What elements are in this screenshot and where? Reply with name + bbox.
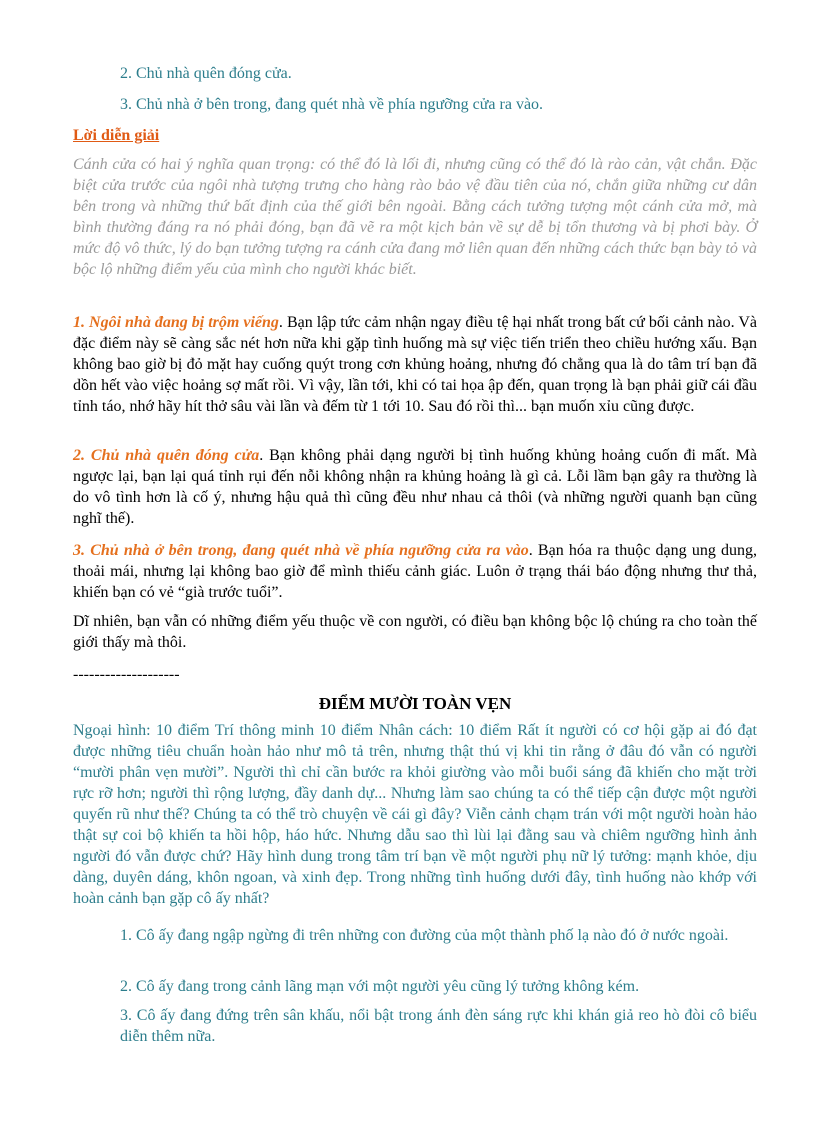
- section-heading: Lời diễn giải: [73, 127, 160, 144]
- list-item: 2. Chủ nhà quên đóng cửa.: [120, 65, 292, 82]
- option-item: 3. Cô ấy đang đứng trên sân khấu, nổi bật trong ánh đèn sáng rực khi khán giả reo hò đòi cô biểu diễn thêm nữa.: [120, 1007, 757, 1045]
- option-item: 1. Cô ấy đang ngập ngừng đi trên những con đường của một thành phố lạ nào đó ở nước ngoài.: [120, 927, 729, 944]
- section-title: ĐIỂM MƯỜI TOÀN VẸN: [318, 694, 512, 713]
- option-item: 2. Cô ấy đang trong cảnh lãng mạn với một người yêu cũng lý tưởng không kém.: [120, 978, 640, 995]
- answer-title: 1. Ngôi nhà đang bị trộm viếng: [73, 314, 279, 331]
- conclusion-paragraph: Dĩ nhiên, bạn vẫn có những điểm yếu thuộc về con người, có điều bạn không bộc lộ chúng ra cho toàn thế giới thấy mà thôi.: [73, 613, 757, 651]
- answer-title: 2. Chủ nhà quên đóng cửa: [73, 447, 260, 464]
- answer-text: . Bạn hóa ra thuộc dạng ung dung, thoải mái, nhưng lại không bao giờ để mình thiếu cảnh giác. Luôn ở trạng thái báo động nhưng thư thả, khiến bạn có vẻ “già trước tuổi”.: [73, 542, 758, 601]
- answer-paragraph: [73, 445, 757, 529]
- separator: --------------------: [73, 666, 180, 683]
- answer-paragraph: [73, 540, 757, 603]
- body-paragraph: Ngoại hình: 10 điểm Trí thông minh 10 điểm Nhân cách: 10 điểm Rất ít người có cơ hội gặp ai đó đạt được những tiêu chuẩn hoàn hảo như mô tả trên, nhưng thật thú vị khi tin rằng ở đâu đó vẫn có người “mười phân vẹn mười”. Người thì chỉ cần bước ra khỏi giường vào mỗi buổi sáng đã khiến cho mặt trời rực rỡ hơn; người thì rộng lượng, đầy danh dự... Nhưng làm sao chúng ta có thể tiếp cận được một người quyến rũ như thế? Chúng ta có thể trò chuyện về cái gì đây? Viễn cảnh chạm trán với một người hoàn hảo thật sự coi bộ khiến ta hồi hộp, háo hức. Nhưng dẫu sao thì lùi lại đằng sau và chiêm ngưỡng hình ảnh người đó vẫn được chứ? Hãy hình dung trong tâm trí bạn về một người phụ nữ lý tưởng: mạnh khỏe, dịu dàng, duyên dáng, khôn ngoan, và xinh đẹp. Trong những tình huống dưới đây, tình huống nào khớp với hoàn cảnh bạn gặp cô ấy nhất?: [73, 722, 757, 907]
- answer-text: . Bạn không phải dạng người bị tình huống khủng hoảng cuốn đi mất. Mà ngược lại, bạn lại quá tỉnh rụi đến nỗi không nhận ra khủng hoảng là gì cả. Lỗi lầm bạn gây ra thường là do vô tình hơn là cố ý, nhưng hậu quả thì cũng đều như nhau cả thôi (và những người quanh bạn cũng nghĩ thế).: [73, 447, 758, 527]
- list-item: 3. Chủ nhà ở bên trong, đang quét nhà về phía ngưỡng cửa ra vào.: [120, 96, 544, 113]
- answer-title: 3. Chủ nhà ở bên trong, đang quét nhà về phía ngưỡng cửa ra vào: [73, 542, 529, 559]
- intro-paragraph: Cánh cửa có hai ý nghĩa quan trọng: có thể đó là lối đi, nhưng cũng có thể đó là rào cản, vật chắn. Đặc biệt cửa trước của ngôi nhà tượng trưng cho hàng rào bảo vệ đầu tiên của nó, chắn giữa những cư dân bên trong và những thứ bất định của thế giới bên ngoài. Bằng cách tưởng tượng một cánh cửa mở, mà bình thường đáng ra nó phải đóng, bạn đã vẽ ra một kịch bản về sự dễ bị tổn thương và bị phơi bày. Ở mức độ vô thức, lý do bạn tưởng tượng ra cánh cửa đang mở liên quan đến những cách thức bạn bày tỏ và bộc lộ những điểm yếu của mình cho người khác biết.: [73, 156, 757, 278]
- answer-text: . Bạn lập tức cảm nhận ngay điều tệ hại nhất trong bất cứ bối cảnh nào. Và đặc điểm này sẽ càng sắc nét hơn nữa khi gặp tình huống mà sự việc tiến triển theo chiều hướng xấu. Bạn không bao giờ bị đỏ mặt hay cuống quýt trong cơn khủng hoảng, nhưng đó chẳng qua là do tâm trí bạn đã dồn hết vào việc hoảng sợ mất rồi. Vì vậy, lần tới, khi có tai họa ập đến, quan trọng là bạn phải giữ cái đầu tỉnh táo, nhớ hãy hít thở sâu vài lần và đếm từ 1 tới 10. Sau đó rồi thì... bạn muốn xỉu cũng được.: [73, 314, 757, 415]
- answer-paragraph: [73, 312, 757, 417]
